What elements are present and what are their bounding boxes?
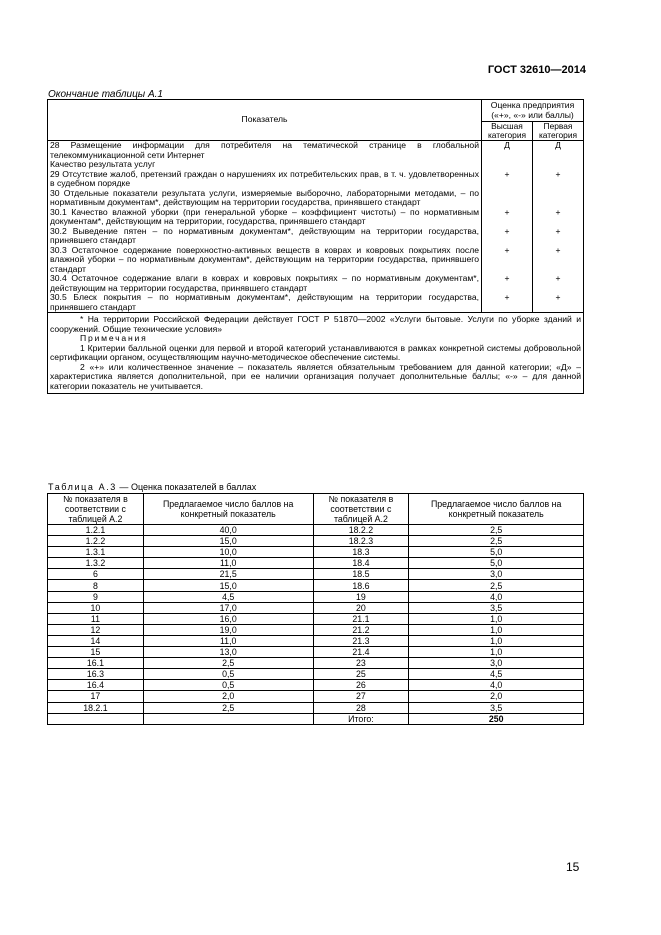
first-mark bbox=[533, 189, 584, 208]
table-row bbox=[48, 669, 584, 680]
table-row bbox=[48, 591, 584, 602]
points-right: 3,5 bbox=[409, 702, 584, 713]
first-mark: + bbox=[533, 246, 584, 275]
num-left: 10 bbox=[48, 602, 144, 613]
indicator-text: 30.1 Качество влажной уборки (при генеральной уборке – коэффициент чистоты) – по нормативным документам*, действующим на территории, государства, принявшего стандарт bbox=[48, 208, 482, 227]
points-right: 5,0 bbox=[409, 547, 584, 558]
points-right: 4,5 bbox=[409, 669, 584, 680]
first-mark: + bbox=[533, 227, 584, 246]
num-right: 18.5 bbox=[313, 569, 409, 580]
points-right: 3,5 bbox=[409, 602, 584, 613]
page-number: 15 bbox=[566, 860, 580, 874]
points-left: 2,5 bbox=[143, 658, 313, 669]
table-row bbox=[48, 208, 584, 227]
table-row bbox=[48, 189, 584, 208]
table-a1-body bbox=[48, 141, 584, 313]
points-right: 5,0 bbox=[409, 558, 584, 569]
points-right: 2,5 bbox=[409, 536, 584, 547]
first-mark: + bbox=[533, 274, 584, 293]
num-left: 18.2.1 bbox=[48, 702, 144, 713]
num-right: 18.2.2 bbox=[313, 525, 409, 536]
table-row bbox=[48, 658, 584, 669]
points-left: 13,0 bbox=[143, 647, 313, 658]
points-left: 19,0 bbox=[143, 624, 313, 635]
num-left: 11 bbox=[48, 613, 144, 624]
indicator-text: 30.4 Остаточное содержание влаги в коврах и ковровых покрытиях – по нормативным документам*, действующим на территории государства, принявшего стандарт bbox=[48, 274, 482, 293]
points-left: 16,0 bbox=[143, 613, 313, 624]
highest-mark: Д bbox=[482, 141, 533, 161]
table-row bbox=[48, 580, 584, 591]
num-right: 18.2.3 bbox=[313, 536, 409, 547]
num-left: 12 bbox=[48, 624, 144, 635]
table-row bbox=[48, 569, 584, 580]
points-left: 11,0 bbox=[143, 635, 313, 646]
first-mark: + bbox=[533, 170, 584, 189]
table-row bbox=[48, 602, 584, 613]
total-empty bbox=[48, 713, 144, 724]
table-row bbox=[48, 141, 584, 161]
num-left: 17 bbox=[48, 691, 144, 702]
num-left: 15 bbox=[48, 647, 144, 658]
num-right: 23 bbox=[313, 658, 409, 669]
num-right: 25 bbox=[313, 669, 409, 680]
num-left: 1.2.1 bbox=[48, 525, 144, 536]
num-right: 18.4 bbox=[313, 558, 409, 569]
table-row bbox=[48, 613, 584, 624]
highest-mark: + bbox=[482, 170, 533, 189]
points-left: 2,5 bbox=[143, 702, 313, 713]
table-row bbox=[48, 536, 584, 547]
highest-mark: + bbox=[482, 293, 533, 313]
num-right: 21.1 bbox=[313, 613, 409, 624]
first-mark: + bbox=[533, 208, 584, 227]
note-2: 2 «+» или количественное значение – показатель является обязательным требованием для данной категории; «Д» – характеристика является дополнительной, при ее наличии организация получает дополнительные баллы; «-» – для данной категории показатель не учитывается. bbox=[50, 361, 581, 391]
num-left: 8 bbox=[48, 580, 144, 591]
num-left: 1.3.2 bbox=[48, 558, 144, 569]
highest-mark: + bbox=[482, 246, 533, 275]
points-right: 4,0 bbox=[409, 680, 584, 691]
points-left: 40,0 bbox=[143, 525, 313, 536]
num-right: 18.3 bbox=[313, 547, 409, 558]
table-row bbox=[48, 547, 584, 558]
num-right: 21.4 bbox=[313, 647, 409, 658]
num-right: 18.6 bbox=[313, 580, 409, 591]
num-left: 1.3.1 bbox=[48, 547, 144, 558]
points-right: 3,0 bbox=[409, 658, 584, 669]
col-assessment: Оценка предприятия («+», «-» или баллы) bbox=[482, 100, 584, 122]
num-right: 28 bbox=[313, 702, 409, 713]
footnote: * На территории Российской Федерации действует ГОСТ Р 51870—2002 «Услуги бытовые. Услуги по уборке зданий и сооружений. Общие технические условия» bbox=[50, 314, 581, 334]
table-a1-notes bbox=[48, 313, 584, 394]
col-points-right: Предлагаемое число баллов на конкретный показатель bbox=[409, 494, 584, 525]
table-row bbox=[48, 702, 584, 713]
col-first-category: Первая категория bbox=[533, 122, 584, 141]
num-right: 26 bbox=[313, 680, 409, 691]
points-right: 2,5 bbox=[409, 580, 584, 591]
first-mark: Д bbox=[533, 141, 584, 161]
highest-mark: + bbox=[482, 227, 533, 246]
total-label: Итого: bbox=[313, 713, 409, 724]
points-right: 4,0 bbox=[409, 591, 584, 602]
table-row bbox=[48, 558, 584, 569]
points-right: 1,0 bbox=[409, 647, 584, 658]
table-a3 bbox=[47, 493, 584, 725]
table-row bbox=[48, 691, 584, 702]
num-right: 27 bbox=[313, 691, 409, 702]
table-row bbox=[48, 525, 584, 536]
table-row bbox=[48, 624, 584, 635]
table-row bbox=[48, 293, 584, 313]
col-indicator: Показатель bbox=[48, 100, 482, 141]
highest-mark: + bbox=[482, 274, 533, 293]
table-row bbox=[48, 635, 584, 646]
num-right: 20 bbox=[313, 602, 409, 613]
table-row bbox=[48, 246, 584, 275]
points-left: 11,0 bbox=[143, 558, 313, 569]
num-right: 19 bbox=[313, 591, 409, 602]
col-highest-category: Высшая категория bbox=[482, 122, 533, 141]
table-a3-title: Оценка показателей в баллах bbox=[130, 482, 257, 492]
points-right: 3,0 bbox=[409, 569, 584, 580]
num-left: 14 bbox=[48, 635, 144, 646]
first-mark: + bbox=[533, 293, 584, 313]
num-left: 1.2.2 bbox=[48, 536, 144, 547]
col-num-right: № показателя в соответствии с таблицей А.2 bbox=[313, 494, 409, 525]
document-number: ГОСТ 32610—2014 bbox=[487, 64, 586, 76]
table-row bbox=[48, 274, 584, 293]
table-row bbox=[48, 170, 584, 189]
num-left: 6 bbox=[48, 569, 144, 580]
total-value: 250 bbox=[409, 713, 584, 724]
points-right: 1,0 bbox=[409, 624, 584, 635]
num-left: 9 bbox=[48, 591, 144, 602]
points-left: 0,5 bbox=[143, 680, 313, 691]
num-right: 21.2 bbox=[313, 624, 409, 635]
highest-mark bbox=[482, 189, 533, 208]
table-row bbox=[48, 680, 584, 691]
points-right: 1,0 bbox=[409, 635, 584, 646]
col-num-left: № показателя в соответствии с таблицей А.2 bbox=[48, 494, 144, 525]
col-points-left: Предлагаемое число баллов на конкретный показатель bbox=[143, 494, 313, 525]
indicator-text: Качество результата услуг bbox=[48, 160, 482, 170]
points-right: 1,0 bbox=[409, 613, 584, 624]
points-right: 2,5 bbox=[409, 525, 584, 536]
table-row bbox=[48, 227, 584, 246]
points-left: 0,5 bbox=[143, 669, 313, 680]
table-a3-body bbox=[48, 525, 584, 714]
points-left: 21,5 bbox=[143, 569, 313, 580]
indicator-text: 28 Размещение информации для потребителя на тематической странице в глобальной телекоммуникационной сети Интернет bbox=[48, 141, 482, 161]
points-right: 2,0 bbox=[409, 691, 584, 702]
num-right: 21.3 bbox=[313, 635, 409, 646]
table-a3-label: Таблица А.3 bbox=[48, 482, 117, 492]
num-left: 16.4 bbox=[48, 680, 144, 691]
points-left: 2,0 bbox=[143, 691, 313, 702]
table-a1 bbox=[47, 99, 584, 394]
note-1: 1 Критерии балльной оценки для первой и второй категорий устанавливаются в рамках конкретной системы добровольной сертификации органом, осуществляющим научно-методическое обеспечение системы. bbox=[50, 342, 581, 363]
indicator-text: 30.5 Блеск покрытия – по нормативным документам*, действующим на территории государства, принявшего стандарт bbox=[48, 293, 482, 313]
indicator-text: 30.3 Остаточное содержание поверхностно-активных веществ в коврах и ковровых покрытиях после влажной уборки – по нормативным документам*, действующим на территории государства, принявшего стандарт bbox=[48, 246, 482, 275]
table-a3-caption bbox=[48, 482, 256, 492]
indicator-text: 29 Отсутствие жалоб, претензий граждан о нарушениях их потребительских прав, в т. ч. удовлетворенных в судебном порядке bbox=[48, 170, 482, 189]
points-left: 15,0 bbox=[143, 536, 313, 547]
points-left: 4,5 bbox=[143, 591, 313, 602]
num-left: 16.1 bbox=[48, 658, 144, 669]
num-left: 16.3 bbox=[48, 669, 144, 680]
points-left: 10,0 bbox=[143, 547, 313, 558]
points-left: 15,0 bbox=[143, 580, 313, 591]
points-left: 17,0 bbox=[143, 602, 313, 613]
indicator-text: 30.2 Выведение пятен – по нормативным документам*, действующим на территории государства, принявшего стандарт bbox=[48, 227, 482, 246]
table-a3-dash: — bbox=[119, 482, 129, 492]
table-row bbox=[48, 647, 584, 658]
total-empty bbox=[143, 713, 313, 724]
indicator-text: 30 Отдельные показатели результата услуги, измеряемые выборочно, лабораторными методами, – по нормативным документам*, действующим на территории государства, принявшего стандарт bbox=[48, 189, 482, 208]
table-a1-caption: Окончание таблицы А.1 bbox=[48, 89, 163, 100]
highest-mark: + bbox=[482, 208, 533, 227]
notes-title: Примечания bbox=[80, 333, 148, 344]
